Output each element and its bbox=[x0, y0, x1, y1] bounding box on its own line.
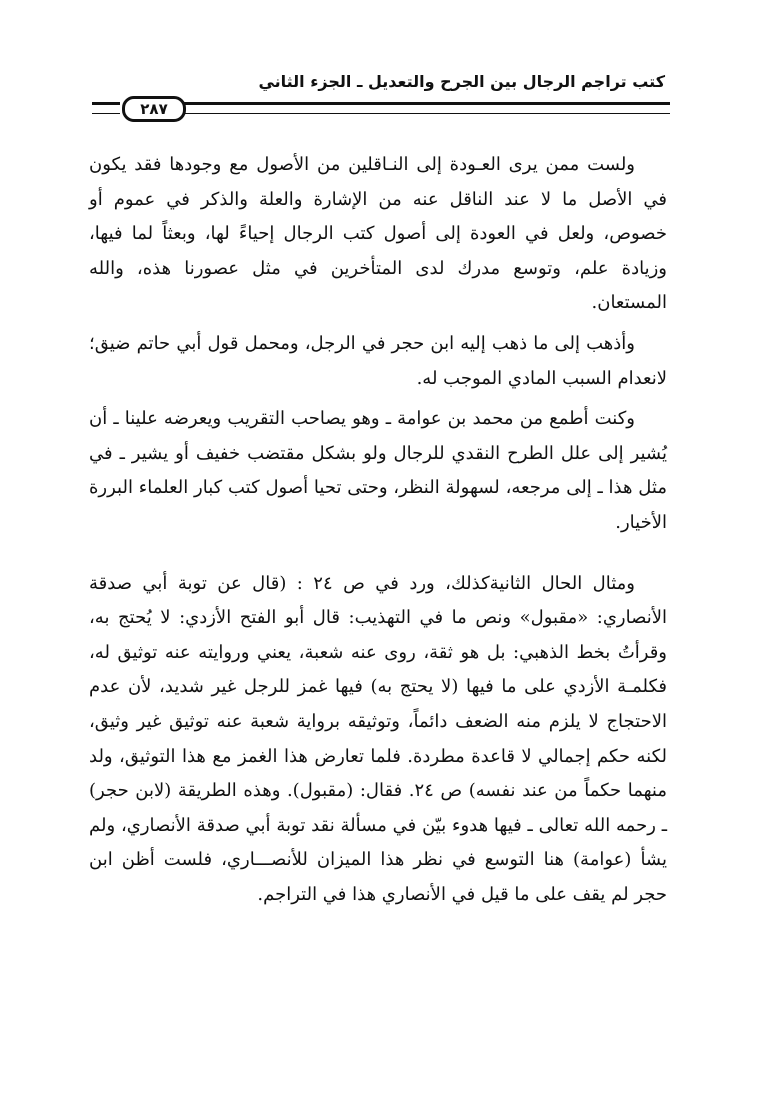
page-number-badge: ٢٨٧ bbox=[122, 96, 186, 122]
header-rule-right-segment bbox=[184, 102, 670, 114]
paragraph-4: ومثال الحال الثانيةكذلك، ورد في ص ٢٤ : (قال عن توبة أبي صدقة الأنصاري: «مقبول» ونص ما في التهذيب: قال أبو الفتح الأزدي: لا يُحتج به، وقرأتُ بخط الذهبي: بل هو ثقة، روى عنه شعبة، يعني وروايته عنه توثيق له، فكلمـة الأزدي على ما فيها (لا يحتج به) فيها غمز للرجل غير شديد، لأن عدم الاحتجاج لا يلزم منه الضعف دائماً، وتوثيقه برواية شعبة عنه توثيق غير وثيق، لكنه حكم إجمالي لا قاعدة مطردة. فلما تعارض هذا الغمز مع هذا التوثيق، ولد منهما حكماً من عند نفسه) ص ٢٤. فقال: (مقبول). وهذه الطريقة (لابن حجر) ـ رحمه الله تعالى ـ فيها هدوء بيّن في مسألة نقد توبة أبي صدقة الأنصاري، ولم يشأ (عوامة) هنا التوسع في نظر هذا الميزان للأنصـــاري، فلست أظن ابن حجر لم يقف على ما قيل في الأنصاري هذا في التراجم. bbox=[89, 572, 667, 905]
header-rule-left-segment bbox=[92, 102, 120, 114]
paragraph-3: وكنت أطمع من محمد بن عوامة ـ وهو يصاحب التقريب ويعرضه علينا ـ أن يُشير إلى علل الطرح النقدي للرجال ولو بشكل مقتضب خفيف أو يشير ـ في مثل هذا ـ إلى مرجعه، لسهولة النظر، وحتى تحيا أصول كتب كبار العلماء البررة الأخيار. bbox=[89, 408, 667, 533]
body-text bbox=[89, 148, 667, 912]
running-header-title: كتب تراجم الرجال بين الجرح والتعديل ـ الجزء الثاني bbox=[258, 72, 665, 91]
paragraph-2: وأذهب إلى ما ذهب إليه ابن حجر في الرجل، ومحمل قول أبي حاتم ضيق؛ لانعدام السبب المادي الموجب له. bbox=[89, 332, 667, 389]
header-rule bbox=[92, 96, 670, 118]
paragraph-1: ولست ممن يرى العـودة إلى النـاقلين من الأصول مع وجودها فقد يكون في الأصل ما لا عند الناقل عنه من الإشارة والعلة والذكر في عموم أو خصوص، ولعل في العودة إلى أصول كتب الرجال إحياءً لها، وبعثاً لما فيها، وزيادة علم، وتوسع مدرك لدى المتأخرين في مثل عصورنا هذه، والله المستعان. bbox=[89, 154, 667, 314]
